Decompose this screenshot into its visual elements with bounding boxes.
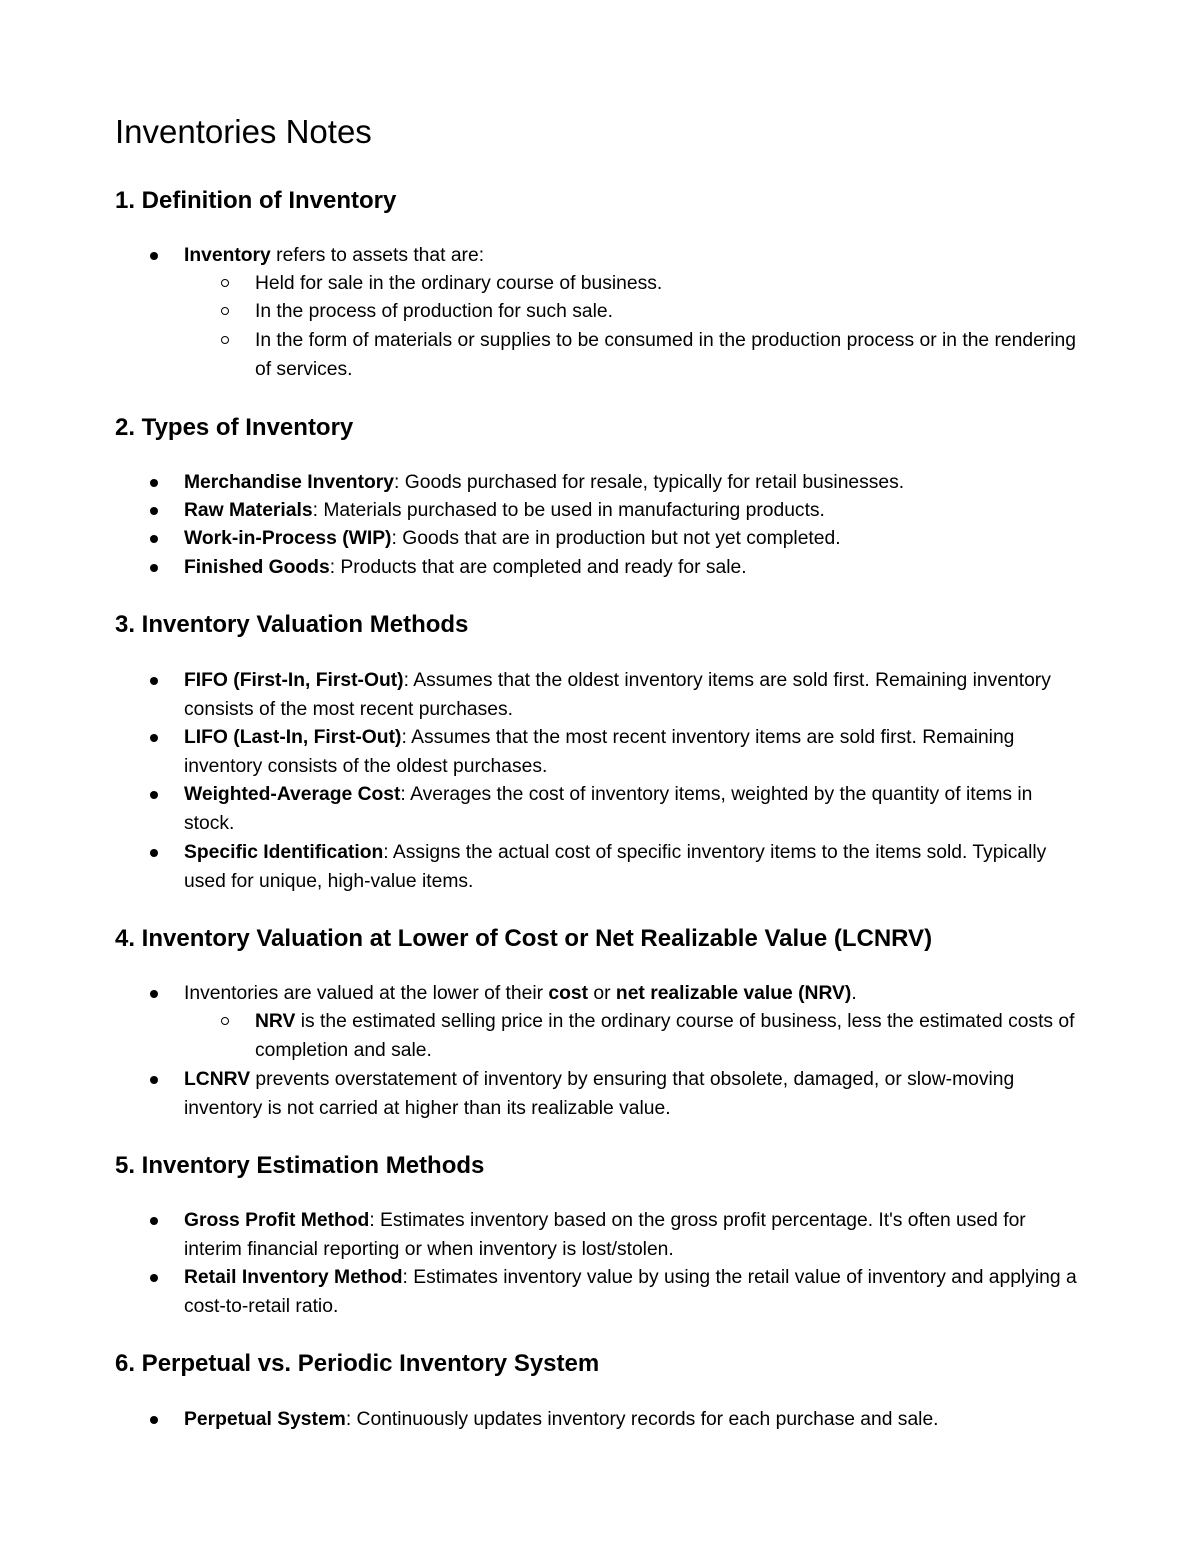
bullet-icon — [150, 1217, 158, 1225]
item-term: LIFO (Last-In, First-Out) — [184, 727, 402, 748]
item-text: refers to assets that are: — [270, 245, 485, 266]
bullet-icon — [150, 677, 158, 685]
section-heading: 1. Definition of Inventory — [115, 187, 397, 214]
list-item — [184, 980, 1084, 1009]
section-heading: 6. Perpetual vs. Periodic Inventory System — [115, 1350, 600, 1377]
section-heading: 5. Inventory Estimation Methods — [115, 1152, 485, 1179]
item-text: prevents overstatement of inventory by ensuring that obsolete, damaged, or slow-moving inventory is not carried at higher than its realizable value. — [184, 1069, 1015, 1119]
item-text: In the form of materials or supplies to be consumed in the production process or in the rendering of services. — [255, 330, 1076, 380]
list-item — [184, 1207, 1084, 1264]
item-text: : Assumes that the oldest inventory items are sold first. Remaining inventory consists of the most recent purchases. — [184, 670, 1051, 720]
list-item — [184, 667, 1084, 724]
item-text: : Continuously updates inventory records for each purchase and sale. — [345, 1409, 939, 1430]
item-term: Merchandise Inventory — [184, 472, 395, 493]
hollow-bullet-icon — [221, 307, 229, 315]
item-text: . — [851, 983, 857, 1004]
list-item — [184, 497, 1084, 526]
item-term: Weighted-Average Cost — [184, 784, 401, 805]
sub-list-item — [255, 1008, 1085, 1065]
item-term: Finished Goods — [184, 557, 330, 578]
bullet-icon — [150, 252, 158, 260]
item-term: FIFO (First-In, First-Out) — [184, 670, 404, 691]
bullet-icon — [150, 990, 158, 998]
item-text: is the estimated selling price in the ordinary course of business, less the estimated costs of completion and sale. — [255, 1011, 1075, 1061]
item-term: cost — [548, 983, 589, 1004]
item-term: LCNRV — [184, 1069, 251, 1090]
item-text: : Products that are completed and ready for sale. — [329, 557, 747, 578]
item-text: : Estimates inventory value by using the retail value of inventory and applying a cost-to-retail ratio. — [184, 1267, 1077, 1317]
item-text: or — [588, 983, 616, 1004]
bullet-icon — [150, 1076, 158, 1084]
item-text: In the process of production for such sale. — [255, 301, 613, 322]
bullet-icon — [150, 1274, 158, 1282]
item-term: Specific Identification — [184, 842, 384, 863]
list-item — [184, 781, 1084, 838]
bullet-icon — [150, 734, 158, 742]
item-text: : Averages the cost of inventory items, weighted by the quantity of items in stock. — [184, 784, 1033, 834]
list-item — [184, 1066, 1084, 1123]
bullet-icon — [150, 849, 158, 857]
item-text: Held for sale in the ordinary course of business. — [255, 273, 663, 294]
section-heading: 3. Inventory Valuation Methods — [115, 611, 469, 638]
item-text: : Materials purchased to be used in manufacturing products. — [312, 500, 825, 521]
list-item — [184, 525, 1084, 554]
item-text: : Goods purchased for resale, typically for retail businesses. — [394, 472, 905, 493]
item-term: Retail Inventory Method — [184, 1267, 403, 1288]
item-term: Perpetual System — [184, 1409, 346, 1430]
list-item — [184, 1406, 1084, 1435]
page-title: Inventories Notes — [115, 113, 372, 150]
section-heading: 4. Inventory Valuation at Lower of Cost or Net Realizable Value (LCNRV) — [115, 925, 933, 952]
list-item — [184, 554, 1084, 583]
item-text: : Assumes that the most recent inventory items are sold first. Remaining inventory consists of the oldest purchases. — [184, 727, 1015, 777]
item-term: Work-in-Process (WIP) — [184, 528, 392, 549]
list-item — [184, 242, 1084, 271]
section-heading: 2. Types of Inventory — [115, 414, 354, 441]
list-item — [184, 469, 1084, 498]
hollow-bullet-icon — [221, 1017, 229, 1025]
list-item — [184, 839, 1084, 896]
bullet-icon — [150, 564, 158, 572]
item-term: Gross Profit Method — [184, 1210, 370, 1231]
bullet-icon — [150, 1416, 158, 1424]
list-item — [184, 1264, 1084, 1321]
item-term: net realizable value (NRV) — [615, 983, 852, 1004]
item-text: : Goods that are in production but not yet completed. — [391, 528, 841, 549]
hollow-bullet-icon — [221, 336, 229, 344]
sub-list-item — [255, 327, 1085, 384]
sub-list-item — [255, 298, 1085, 327]
bullet-icon — [150, 479, 158, 487]
bullet-icon — [150, 791, 158, 799]
item-term: NRV — [255, 1011, 296, 1032]
item-text: Inventories are valued at the lower of their — [184, 983, 549, 1004]
sub-list-item — [255, 270, 1085, 299]
item-text: : Assigns the actual cost of specific inventory items to the items sold. Typically used for unique, high-value items. — [184, 842, 1047, 892]
bullet-icon — [150, 535, 158, 543]
bullet-icon — [150, 507, 158, 515]
item-term: Raw Materials — [184, 500, 313, 521]
list-item — [184, 724, 1084, 781]
item-term: Inventory — [184, 245, 271, 266]
hollow-bullet-icon — [221, 279, 229, 287]
item-text: : Estimates inventory based on the gross profit percentage. It's often used for interim financial reporting or when inventory is lost/stolen. — [184, 1210, 1026, 1260]
